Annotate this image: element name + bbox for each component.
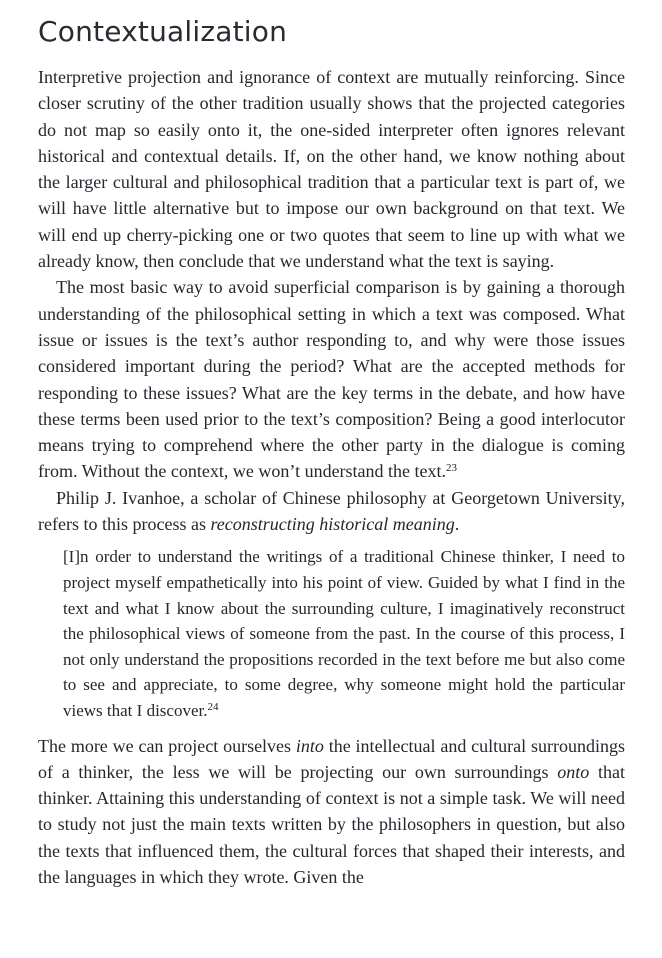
text-run: The more we can project ourselves xyxy=(38,735,296,756)
italic-text: reconstructing historical meaning xyxy=(210,514,455,535)
paragraph-philip-ivanhoe xyxy=(38,485,625,538)
document-body xyxy=(38,64,625,890)
block-quote-ivanhoe xyxy=(38,544,625,723)
italic-text: onto xyxy=(557,761,590,782)
footnote-ref: 23 xyxy=(446,462,458,475)
paragraph-interpretive-projection xyxy=(38,64,625,274)
text-run: . xyxy=(454,514,460,535)
text-run: that thinker. Attaining this understanding of context is not a simple task. We will need to study not just the main texts written by the philosophers in question, but also the texts that influenced them, the cultural forces that shaped their interests, and the languages in which they wrote. Given the xyxy=(38,761,626,887)
paragraph-the-more-we-project xyxy=(38,733,625,891)
text-run: Interpretive projection and ignorance of context are mutually reinforcing. Since closer scrutiny of the other tradition usually shows that the projected categories do not map so easily onto it, the one-sided interpreter often ignores relevant historical and contextual details. If, on the other hand, we know nothing about the larger cultural and philosophical tradition that a particular text is part of, we will have little alternative but to impose our own background on that text. We will end up cherry-picking one or two quotes that seem to line up with what we already know, then conclude that we understand what the text is saying. xyxy=(38,67,625,272)
text-run: [I]n order to understand the writings of a traditional Chinese thinker, I need to project myself empathetically into his point of view. Guided by what I find in the text and what I know about the surrounding culture, I imaginatively reconstruct the philosophical views of someone from the past. In the course of this process, I not only understand the propositions recorded in the text before me but also come to see and appreciate, to some degree, why someone might hold the particular views that I discover. xyxy=(63,547,625,720)
text-run: the intellectual and cultural surroundings of a thinker, the less we will be projecting our own surroundings xyxy=(38,735,625,782)
section-title: Contextualization xyxy=(38,15,288,48)
text-run: The most basic way to avoid superficial comparison is by gaining a thorough understanding of the philosophical setting in which a text was composed. What issue or issues is the text’s author responding to, and why were those issues considered important during the period? What are the accepted methods for responding to these issues? What are the key terms in the debate, and how have these terms been used prior to the text’s composition? Being a good interlocutor means trying to comprehend where the other party in the dialogue is coming from. Without the context, we won’t understand the text. xyxy=(38,277,625,482)
text-run: Philip J. Ivanhoe, a scholar of Chinese philosophy at Georgetown University, refers to this process as xyxy=(38,487,625,535)
footnote-ref: 24 xyxy=(207,700,219,713)
italic-text: into xyxy=(295,735,324,756)
paragraph-most-basic-way xyxy=(38,274,625,484)
